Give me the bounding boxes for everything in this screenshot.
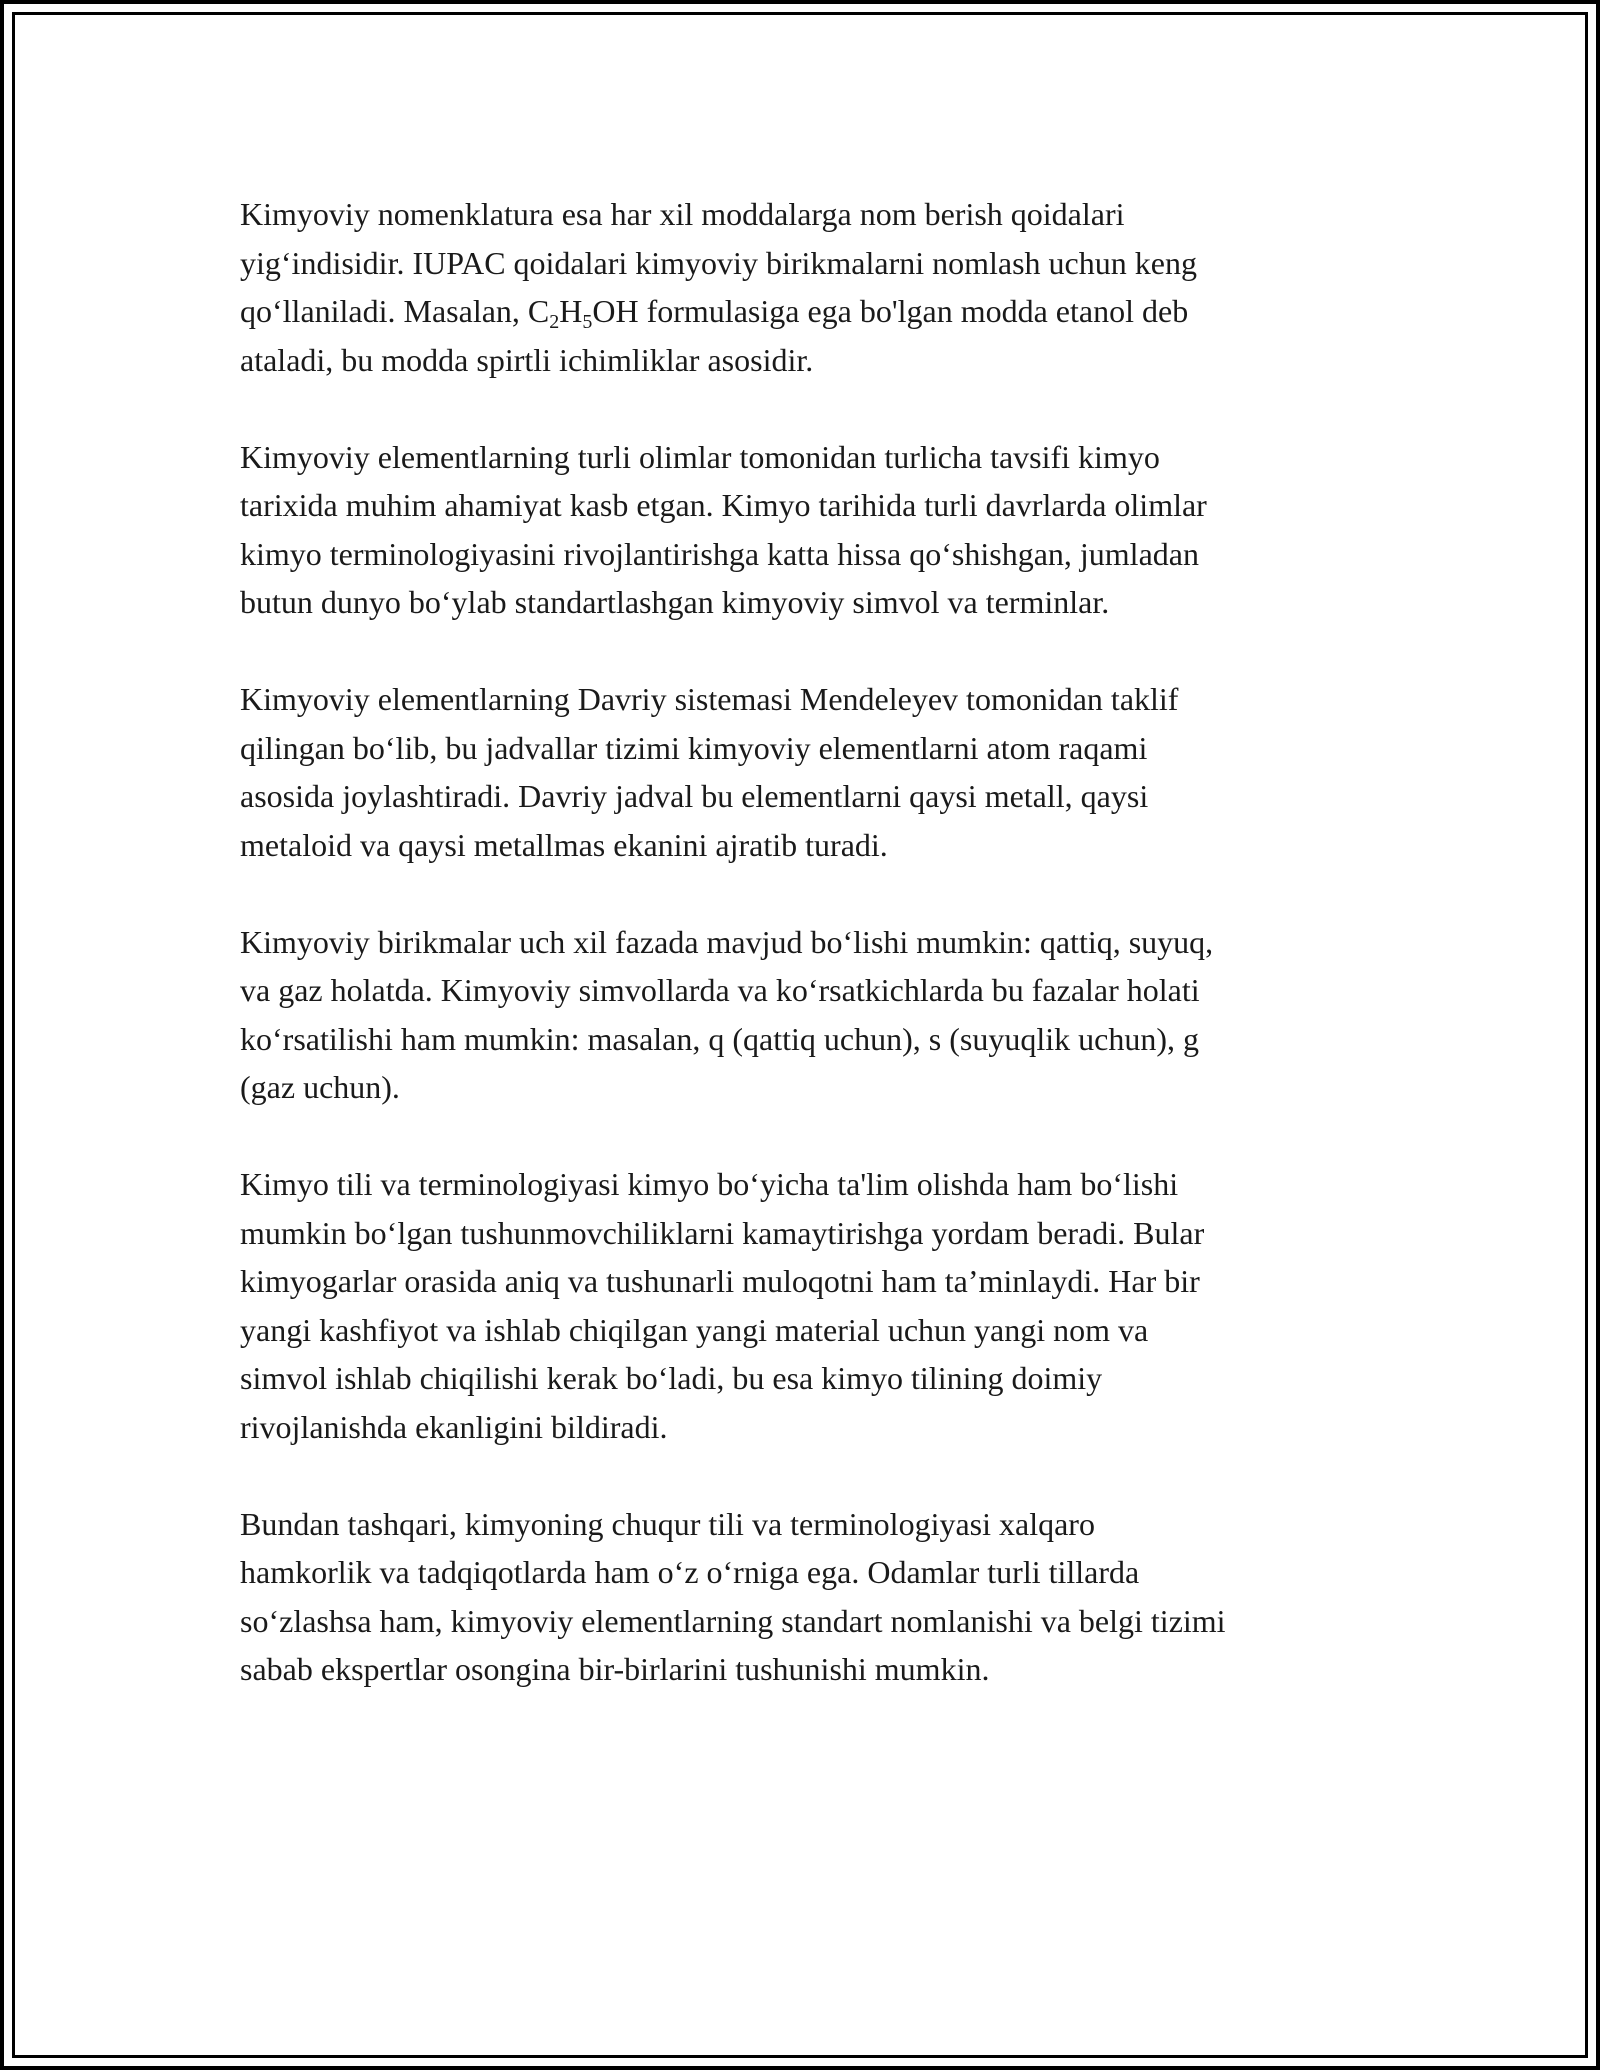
text-line: butun dunyo bo‘ylab standartlashgan kimyoviy simvol va terminlar. — [240, 584, 1110, 620]
text-line: qilingan bo‘lib, bu jadvallar tizimi kimyoviy elementlarni atom raqami — [240, 729, 1148, 766]
paragraph-1 — [240, 190, 1380, 384]
text-line: Kimyoviy birikmalar uch xil fazada mavjud bo‘lishi mumkin: qattiq, suyuq, — [240, 923, 1214, 960]
text-line: ko‘rsatilishi ham mumkin: masalan, q (qattiq uchun), s (suyuqlik uchun), g — [240, 1020, 1199, 1057]
paragraph-6 — [240, 1500, 1380, 1694]
paragraph-5 — [240, 1160, 1380, 1451]
text-line: sabab ekspertlar osongina bir-birlarini tushunishi mumkin. — [240, 1651, 990, 1687]
text-line: asosida joylashtiradi. Davriy jadval bu elementlarni qaysi metall, qaysi — [240, 778, 1149, 814]
text-line: kimyo terminologiyasini rivojlantirishga katta hissa qo‘shishgan, jumladan — [240, 535, 1199, 572]
subscript: 5 — [582, 311, 593, 333]
text-line: ataladi, bu modda spirtli ichimliklar asosidir. — [240, 341, 814, 378]
subscript: 2 — [549, 311, 560, 333]
text-line: rivojlanishda ekanligini bildiradi. — [240, 1408, 668, 1445]
text-line: kimyogarlar orasida aniq va tushunarli muloqotni ham ta’minlaydi. Har bir — [240, 1263, 1200, 1299]
paragraph-3 — [240, 675, 1380, 869]
text-segment: H — [559, 293, 583, 329]
text-line: Kimyo tili va terminologiyasi kimyo bo‘yicha ta'lim olishda ham bo‘lishi — [240, 1166, 1179, 1202]
text-line: va gaz holatda. Kimyoviy simvollarda va ko‘rsatkichlarda bu fazalar holati — [240, 972, 1200, 1008]
text-segment: qo‘llaniladi. Masalan, C — [240, 293, 550, 329]
paragraph-4 — [240, 918, 1380, 1112]
text-line: mumkin bo‘lgan tushunmovchiliklarni kamaytirishga yordam beradi. Bular — [240, 1214, 1205, 1251]
text-line: Kimyoviy nomenklatura esa har xil moddalarga nom berish qoidalari — [240, 196, 1125, 232]
text-line — [240, 287, 1380, 336]
paragraph-2 — [240, 433, 1380, 627]
text-line: yangi kashfiyot va ishlab chiqilgan yangi material uchun yangi nom va — [240, 1311, 1149, 1348]
text-line: Kimyoviy elementlarning Davriy sistemasi Mendeleyev tomonidan taklif — [240, 681, 1179, 717]
text-segment: OH formulasiga ega bo'lgan modda etanol deb — [592, 293, 1189, 329]
text-line: Kimyoviy elementlarning turli olimlar tomonidan turlicha tavsifi kimyo — [240, 438, 1160, 475]
text-line: yig‘indisidir. IUPAC qoidalari kimyoviy birikmalarni nomlash uchun keng — [240, 244, 1197, 281]
text-line: so‘zlashsa ham, kimyoviy elementlarning standart nomlanishi va belgi tizimi — [240, 1602, 1226, 1639]
text-line: Bundan tashqari, kimyoning chuqur tili va terminologiyasi xalqaro — [240, 1505, 1095, 1542]
text-line: hamkorlik va tadqiqotlarda ham o‘z o‘rniga ega. Odamlar turli tillarda — [240, 1554, 1140, 1590]
text-line: simvol ishlab chiqilishi kerak bo‘ladi, bu esa kimyo tilining doimiy — [240, 1360, 1103, 1396]
document-body — [240, 190, 1380, 1742]
text-line: (gaz uchun). — [240, 1069, 400, 1105]
text-line: metaloid va qaysi metallmas ekanini ajratib turadi. — [240, 826, 888, 863]
text-line: tarixida muhim ahamiyat kasb etgan. Kimyo tarihida turli davrlarda olimlar — [240, 487, 1207, 523]
